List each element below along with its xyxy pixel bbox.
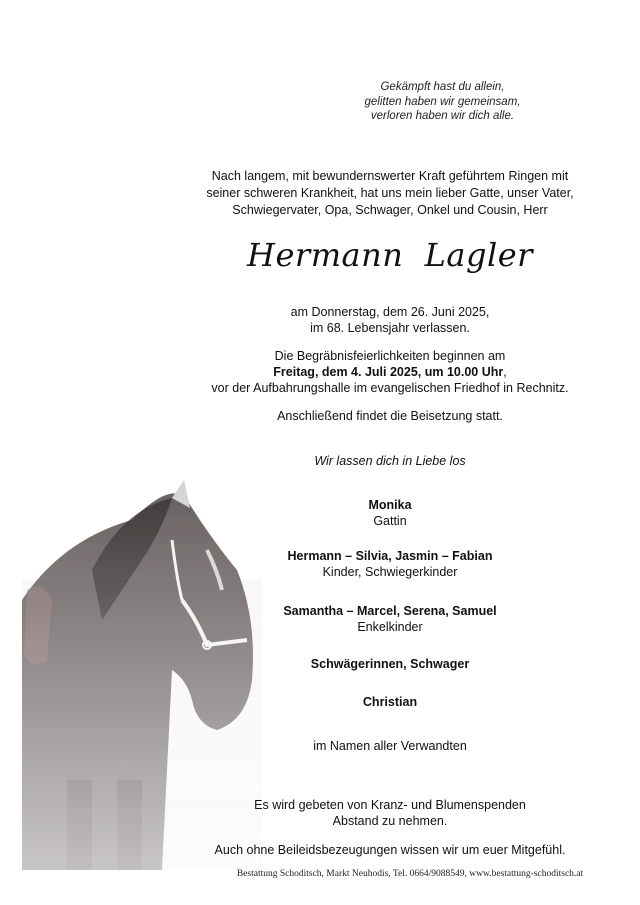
funeral-home-footer: Bestattung Schoditsch, Markt Neuhodis, Tel. 0664/9088549, www.bestattung-schoditsch.at bbox=[236, 869, 584, 879]
flower-request bbox=[180, 797, 600, 829]
memorial-quote bbox=[300, 80, 585, 124]
funeral-location: vor der Aufbahrungshalle im evangelischen Friedhof in Rechnitz. bbox=[211, 381, 569, 395]
quote-line: gelitten haben wir gemeinsam, bbox=[364, 95, 521, 108]
burial-info: Anschließend findet die Beisetzung statt. bbox=[277, 409, 503, 423]
mourner-names: Christian bbox=[362, 695, 418, 709]
intro-line: Schwiegervater, Opa, Schwager, Onkel und Cousin, Herr bbox=[232, 203, 548, 217]
mourner-group bbox=[180, 497, 600, 529]
mourner-relation: Enkelkinder bbox=[357, 620, 423, 634]
quote-line: Gekämpft hast du allein, bbox=[380, 81, 505, 93]
mourner-group bbox=[180, 548, 600, 580]
relatives-line: im Namen aller Verwandten bbox=[313, 739, 467, 753]
funeral-date-line bbox=[180, 364, 600, 380]
request-line: Es wird gebeten von Kranz- und Blumenspenden bbox=[254, 798, 526, 812]
death-line: im 68. Lebensjahr verlassen. bbox=[310, 321, 470, 335]
mourner-names: Schwägerinnen, Schwager bbox=[310, 657, 470, 671]
mourner-group bbox=[180, 603, 600, 635]
intro-line: seiner schweren Krankheit, hat uns mein lieber Gatte, unser Vater, bbox=[206, 186, 574, 200]
quote-line: verloren haben wir dich alle. bbox=[370, 110, 515, 122]
mourner-names: Monika bbox=[368, 498, 412, 512]
mourner-names: Hermann – Silvia, Jasmin – Fabian bbox=[287, 549, 493, 563]
mourner-names: Samantha – Marcel, Serena, Samuel bbox=[283, 604, 497, 618]
funeral-date: Freitag, dem 4. Juli 2025, um 10.00 Uhr bbox=[273, 365, 504, 379]
mourner-relation: Kinder, Schwiegerkinder bbox=[322, 565, 458, 579]
farewell-line: Wir lassen dich in Liebe los bbox=[314, 454, 466, 468]
mourner-relation: Gattin bbox=[373, 514, 407, 528]
funeral-info bbox=[180, 348, 600, 396]
funeral-date-suffix: , bbox=[503, 365, 507, 379]
request-line: Abstand zu nehmen. bbox=[332, 814, 448, 828]
death-line: am Donnerstag, dem 26. Juni 2025, bbox=[290, 305, 490, 319]
death-notice bbox=[180, 304, 600, 336]
intro-text bbox=[180, 168, 600, 219]
deceased-name: Hermann Lagler bbox=[247, 236, 533, 274]
condolence-note: Auch ohne Beileidsbezeugungen wissen wir um euer Mitgefühl. bbox=[214, 843, 566, 857]
funeral-line: Die Begräbnisfeierlichkeiten beginnen am bbox=[274, 349, 506, 363]
intro-line: Nach langem, mit bewundernswerter Kraft geführtem Ringen mit bbox=[211, 169, 569, 183]
